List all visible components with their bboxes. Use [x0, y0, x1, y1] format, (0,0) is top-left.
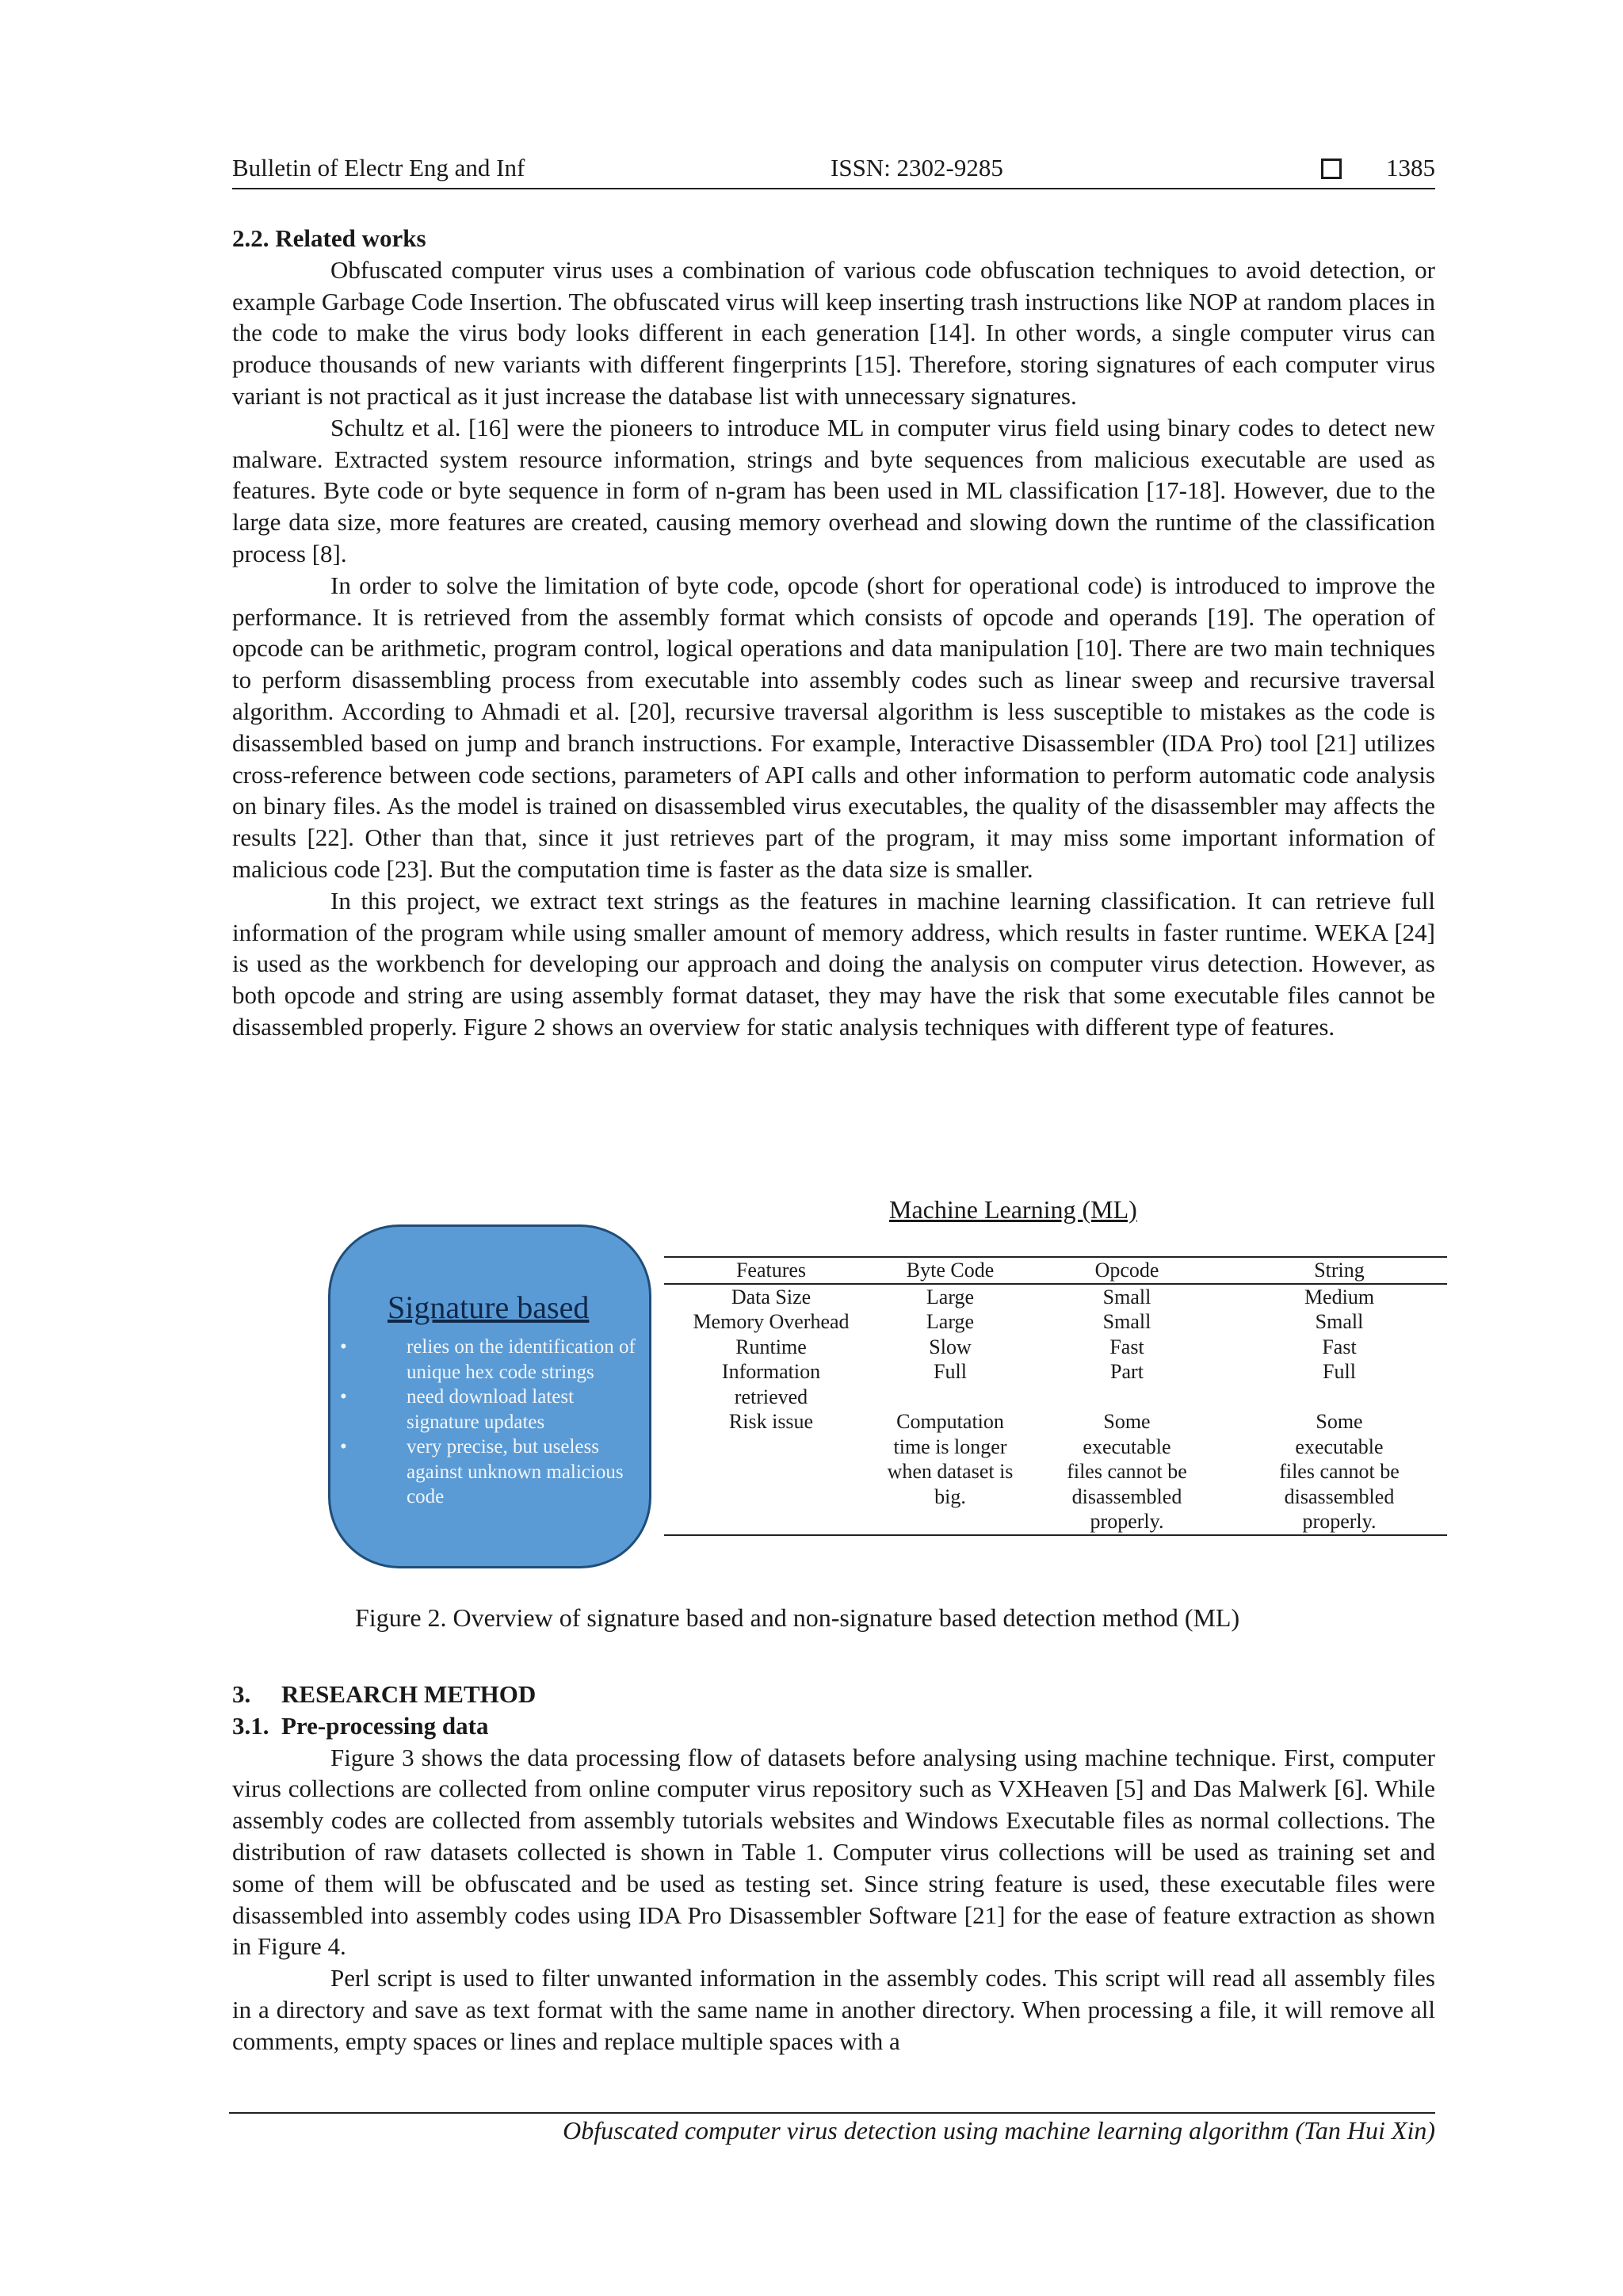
signature-bullets	[330, 1335, 654, 1510]
page-header	[232, 154, 1435, 187]
table-cell: Runtime	[735, 1335, 807, 1358]
section-research-method	[232, 1679, 1435, 2057]
table-cell: Fast	[1322, 1335, 1357, 1358]
table-row	[664, 1335, 1447, 1360]
table-cell: Risk issue	[664, 1409, 878, 1535]
section-related-works	[232, 223, 1435, 1043]
paragraph: In this project, we extract text strings as the features in machine learning classification. It can retrieve full information of the program while using smaller amount of memory address, which results in faster runtime. WEKA [24] is used as the workbench for developing our approach and doing the analysis on computer virus detection. However, as both opcode and string are using assembly format dataset, they may have the risk that some executable files cannot be disassembled properly. Figure 2 shows an overview for static analysis techniques with different type of features.	[232, 886, 1435, 1041]
table-cell: Small	[1315, 1310, 1364, 1333]
subsection-heading: 3.1. Pre-processing data	[232, 1711, 489, 1740]
table-row	[664, 1284, 1447, 1310]
paragraph: Obfuscated computer virus uses a combination of various code obfuscation techniques to avoid detection, or example Garbage Code Insertion. The obfuscated virus will keep inserting trash instructions like NOP at random places in the code to make the virus body looks different in each generation [14]. In other words, a single computer virus can produce thousands of new variants with different fingerprints [15]. Therefore, storing signatures of each computer virus variant is not practical as it just increase the database list with unnecessary signatures.	[232, 255, 1435, 410]
table-cell: Full	[934, 1360, 967, 1383]
ml-figure-title: Machine Learning (ML)	[889, 1195, 1137, 1224]
signature-based-box	[328, 1224, 651, 1568]
table-cell: Slow	[929, 1335, 972, 1358]
table-cell: Data Size	[731, 1285, 812, 1308]
paragraph: Perl script is used to filter unwanted information in the assembly codes. This script will read all assembly files in a directory and save as text format with the same name in another directory. When processing a file, it will remove all comments, empty spaces or lines and replace multiple spaces with a	[232, 1964, 1435, 2055]
page-number: 1385	[1386, 154, 1435, 181]
table-row	[664, 1359, 1447, 1409]
square-icon	[1321, 159, 1342, 179]
table-cell: Medium	[1304, 1285, 1375, 1308]
paragraph: Figure 3 shows the data processing flow of datasets before analysing using machine technique. First, computer virus collections are collected from online computer virus repository such as VXHeaven [5] and Das Malwerk [6]. While assembly codes are collected from assembly tutorials websites and Windows Executable files as normal collections. The distribution of raw datasets collected is shown in Table 1. Computer virus collections will be used as training set and some of them will be obfuscated and be used as testing set. Since string feature is used, these executable files were disassembled into assembly codes using IDA Pro Disassembler Software [21] for the ease of feature extraction as shown in Figure 4.	[232, 1743, 1435, 1961]
ml-comparison-table	[664, 1256, 1447, 1536]
signature-bullet: • need download latest signature updates	[330, 1385, 654, 1435]
table-cell: Some executable files cannot be disassembled properly.	[1232, 1409, 1447, 1535]
section-heading: 2.2. Related works	[232, 224, 426, 252]
signature-bullet: • relies on the identification of unique hex code strings	[330, 1335, 654, 1385]
table-cell: Fast	[1109, 1335, 1144, 1358]
table-header-row	[664, 1257, 1447, 1284]
footer-rule	[229, 2112, 1435, 2114]
table-cell: Large	[926, 1285, 975, 1308]
table-cell: Information retrieved	[721, 1360, 821, 1408]
table-cell: Small	[1102, 1310, 1151, 1333]
signature-bullet: • very precise, but useless against unknown malicious code	[330, 1435, 654, 1510]
header-rule	[232, 188, 1435, 189]
paragraph: In order to solve the limitation of byte code, opcode (short for operational code) is introduced to improve the performance. It is retrieved from the assembly format which consists of opcode and operands [19]. The operation of opcode can be arithmetic, program control, logical operations and data manipulation [10]. There are two main techniques to perform disassembling process from executable into assembly codes such as linear sweep and recursive traversal algorithm. According to Ahmadi et al. [20], recursive traversal algorithm is less susceptible to mistakes as the code is disassembled based on jump and branch instructions. For example, Interactive Disassembler (IDA Pro) tool [21] utilizes cross-reference between code sections, parameters of API calls and other information to perform automatic code analysis on binary files. As the model is trained on disassembled virus executables, the quality of the disassembler may affects the results [22]. Other than that, since it just retrieves part of the program, it may miss some important information of malicious code [23]. But the computation time is faster as the data size is smaller.	[232, 571, 1435, 883]
table-cell: Computation time is longer when dataset is big.	[878, 1409, 1022, 1535]
table-cell: Some executable files cannot be disassembled properly.	[1022, 1409, 1232, 1535]
table-cell: Memory Overhead	[693, 1310, 850, 1333]
table-header-cell: String	[1232, 1257, 1447, 1284]
table-cell: Small	[1102, 1285, 1151, 1308]
signature-title: Signature based	[388, 1289, 590, 1325]
table-header-cell: Opcode	[1022, 1257, 1232, 1284]
issn: ISSN: 2302-9285	[831, 154, 1003, 181]
table-cell: Part	[1110, 1360, 1144, 1383]
section-heading: 3. RESEARCH METHOD	[232, 1680, 537, 1708]
table-row	[664, 1309, 1447, 1335]
table-header-cell: Byte Code	[878, 1257, 1022, 1284]
table-row	[664, 1409, 1447, 1535]
table-cell: Large	[926, 1310, 975, 1333]
journal-name: Bulletin of Electr Eng and Inf	[232, 154, 525, 181]
figure-caption: Figure 2. Overview of signature based and non-signature based detection method (ML)	[355, 1603, 1240, 1632]
table-cell: Full	[1323, 1360, 1356, 1383]
running-title: Obfuscated computer virus detection using machine learning algorithm (Tan Hui Xin)	[563, 2116, 1435, 2145]
table-header-cell: Features	[664, 1257, 878, 1284]
paragraph: Schultz et al. [16] were the pioneers to introduce ML in computer virus field using binary codes to detect new malware. Extracted system resource information, strings and byte sequences from malicious executable are used as features. Byte code or byte sequence in form of n-gram has been used in ML classification [17-18]. However, due to the large data size, more features are created, causing memory overhead and slowing down the runtime of the classification process [8].	[232, 413, 1435, 567]
